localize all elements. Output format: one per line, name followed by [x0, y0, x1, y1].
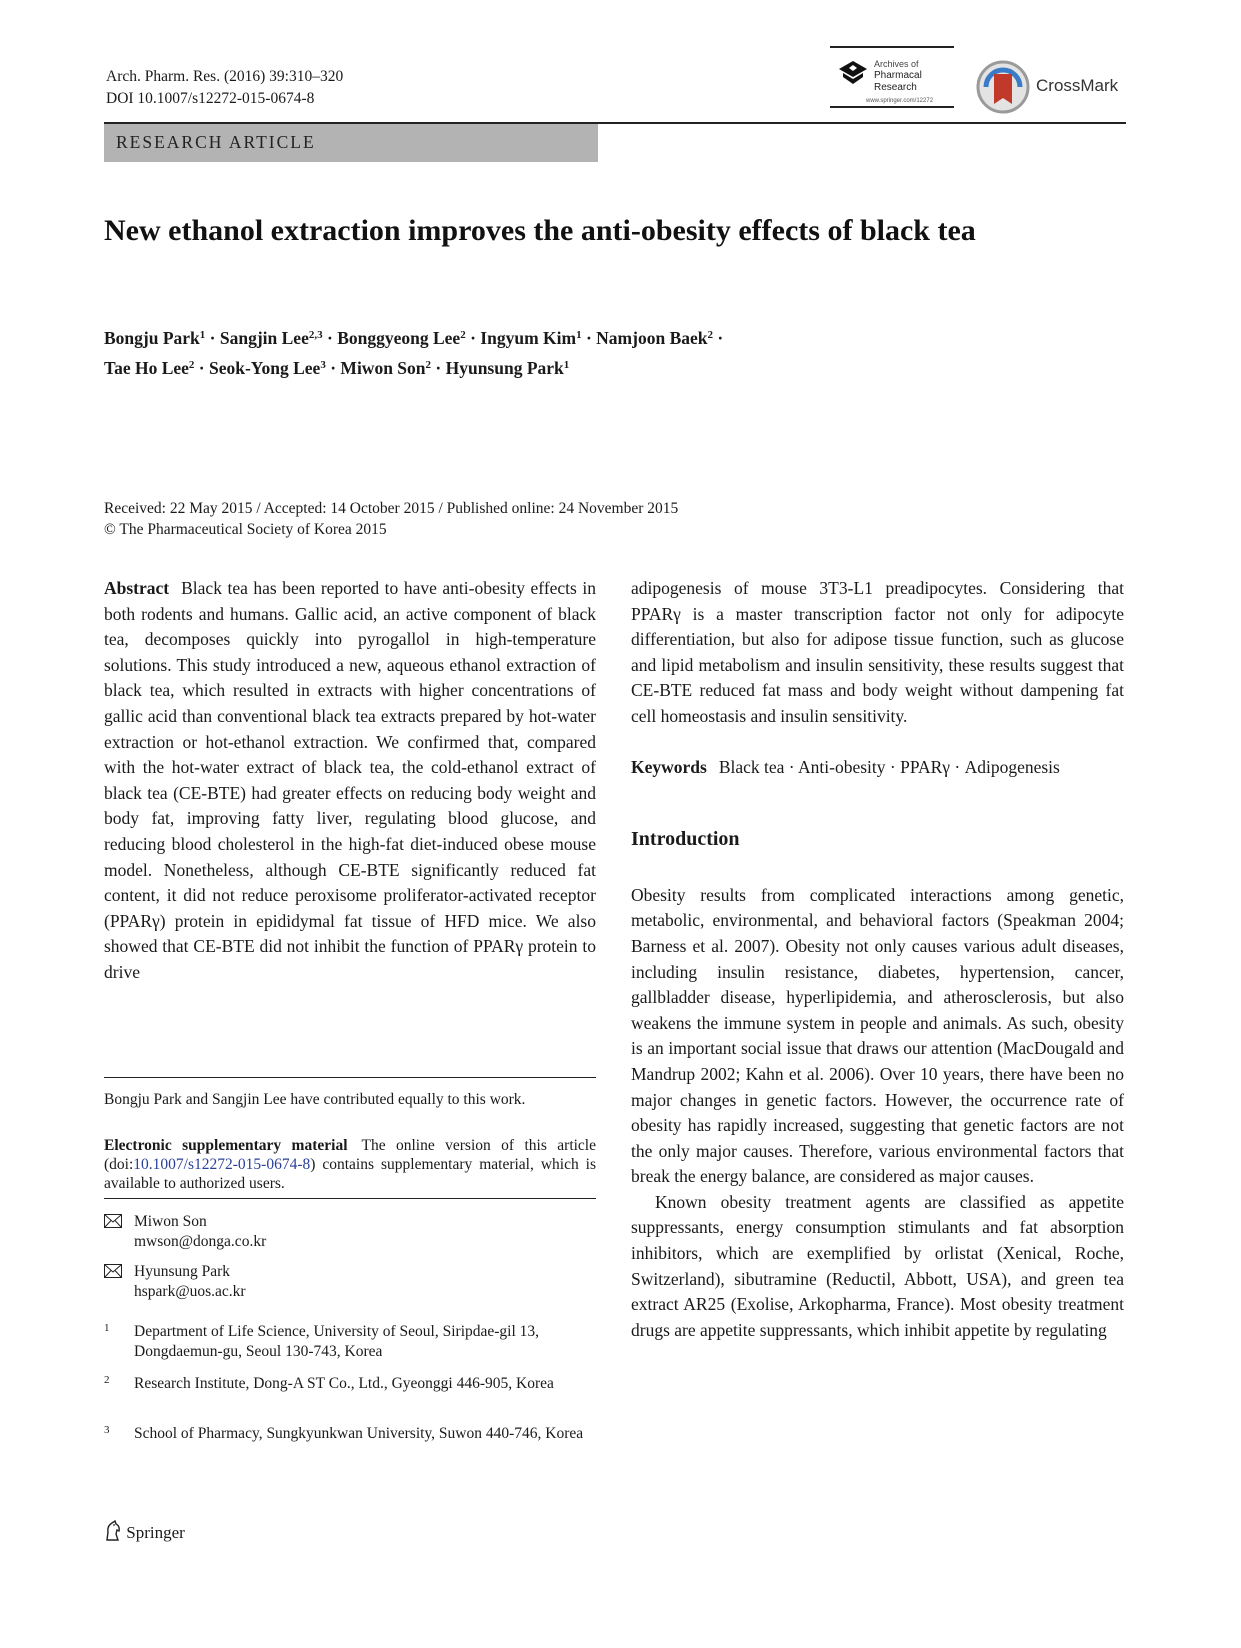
publication-dates [104, 498, 678, 540]
author-affiliation-marker: 1 [199, 329, 206, 341]
affiliation-text: School of Pharmacy, Sungkyunkwan University, Suwon 440-746, Korea [134, 1425, 584, 1442]
copyright-line: © The Pharmaceutical Society of Korea 2015 [104, 521, 387, 538]
crossmark-label: CrossMark [1036, 76, 1119, 95]
author-affiliation-marker: 1 [576, 329, 582, 341]
author-separator: · [325, 358, 341, 378]
envelope-icon [104, 1264, 122, 1278]
author-separator: · [431, 358, 446, 378]
author-line-2 [104, 352, 1004, 382]
crossmark-badge[interactable] [976, 60, 1126, 118]
introduction-paragraph-1: Obesity results from complicated interactions among genetic, metabolic, environmental, and behavioral factors (Speakman 2004; Barness et al. 2007). Obesity not only causes various adult diseases, including insulin resistance, diabetes, hypertension, cancer, gallbladder disease, hyperlipidemia, and atherosclerosis, but also weakens the immune system in people and animals. As such, obesity is an important social issue that draws our attention (MacDougald and Mandrup 2002; Kahn et al. 2006). Over 10 years, there have been no major changes in genetic factors. However, the occurrence rate of obesity has rapidly increased, suggesting that genetic factors are not the only major causes. Therefore, various environmental factors that break the energy balance, are considered as major causes. [631, 884, 1124, 1187]
introduction-heading: Introduction [631, 828, 740, 851]
author-affiliation-marker: 1 [563, 359, 570, 371]
journal-citation: Arch. Pharm. Res. (2016) 39:310–320 [106, 68, 344, 85]
author-name[interactable]: Bonggyeong Lee [337, 328, 461, 348]
author-affiliation-marker: 2 [188, 359, 195, 371]
affiliation-text: Research Institute, Dong-A ST Co., Ltd., Gyeonggi 446-905, Korea [134, 1375, 554, 1392]
correspondent-email[interactable]: hspark@uos.ac.kr [134, 1283, 246, 1300]
publisher-name: Springer [126, 1523, 185, 1542]
affiliation-number: 3 [104, 1424, 110, 1436]
introduction-paragraph-2: Known obesity treatment agents are classified as appetite suppressants, energy consumption stimulants and fat absorption inhibitors, which are exemplified by orlistat (Xenical, Roche, Switzerland), sibutramine (Reductil, Abbott, USA), and green tea extract AR25 (Exolise, Arkopharma, France). Most obesity treatment drugs are appetite suppressants, which inhibit appetite by regulating [631, 1191, 1124, 1340]
envelope-icon [104, 1214, 122, 1228]
abstract-continued: adipogenesis of mouse 3T3-L1 preadipocytes. Considering that PPARγ is a master transcription factor not only for adipocyte differentiation, but also for adipose tissue function, such as glucose and lipid metabolism and insulin sensitivity, these results suggest that CE-BTE reduced fat mass and body weight without dampening fat cell homeostasis and insulin sensitivity. [631, 578, 1124, 726]
correspondent-name: Miwon Son [134, 1213, 207, 1230]
correspondent-email[interactable]: mwson@donga.co.kr [134, 1233, 267, 1250]
supplementary-note [104, 1136, 596, 1193]
abstract-section [104, 576, 596, 986]
author-name[interactable]: Hyunsung Park [445, 358, 564, 378]
author-name[interactable]: Sangjin Lee [219, 328, 309, 348]
correspondent-2 [104, 1262, 404, 1306]
author-name[interactable]: Namjoon Baek [596, 328, 708, 348]
author-separator: · [581, 328, 597, 348]
footnote-rule [104, 1077, 596, 1078]
publisher-footer [104, 1520, 185, 1546]
author-affiliation-marker: 2 [707, 329, 713, 341]
author-affiliation-marker: 2,3 [308, 329, 323, 341]
affiliation-2 [104, 1374, 596, 1418]
journal-logo-line2: Pharmacal [874, 70, 922, 81]
footnote-rule-2 [104, 1198, 596, 1199]
author-name[interactable]: Tae Ho Lee [104, 358, 189, 378]
dates-line: Received: 22 May 2015 / Accepted: 14 October 2015 / Published online: 24 November 2015 [104, 500, 679, 517]
affiliation-3 [104, 1424, 596, 1468]
keywords-text: Black tea · Anti-obesity · PPARγ · Adipogenesis [718, 756, 1060, 777]
author-affiliation-marker: 3 [320, 359, 326, 371]
right-column [631, 576, 1124, 1343]
author-separator: · [194, 358, 209, 378]
affiliation-1 [104, 1322, 596, 1366]
article-title: New ethanol extraction improves the anti-obesity effects of black tea [104, 214, 976, 247]
author-name[interactable]: Seok-Yong Lee [209, 358, 321, 378]
abstract-heading: Abstract [104, 578, 170, 598]
abstract-text: Black tea has been reported to have anti-obesity effects in both rodents and humans. Gallic acid, an active component of black tea, decomposes quickly into pyrogallol in high-temperature solutions. This study introduced a new, aqueous ethanol extraction of black tea, which resulted in extracts with higher concentrations of gallic acid than conventional black tea extracts prepared by hot-water extraction or hot-ethanol extraction. We confirmed that, compared with the hot-water extract of black tea, the cold-ethanol extract of black tea (CE-BTE) had greater effects on reducing body weight and body fat, improving fatty liver, regulating blood glucose, and reducing blood cholesterol in the high-fat diet-induced obese mouse model. Nonetheless, although CE-BTE significantly reduced fat content, it did not reduce peroxisome proliferator-activated receptor (PPARγ) protein in epididymal fat tissue of HFD mice. We also showed that CE-BTE did not inhibit the function of PPARγ protein to drive [104, 578, 596, 982]
esm-doi-link[interactable]: 10.1007/s12272-015-0674-8 [133, 1156, 311, 1173]
author-separator: · [713, 328, 724, 348]
journal-logo-url: www.springer.com/12272 [866, 98, 934, 104]
equal-contribution-note: Bongju Park and Sangjin Lee have contributed equally to this work. [104, 1091, 526, 1108]
esm-text-before: The online version of this article (doi: [104, 1137, 596, 1173]
affiliation-text: Department of Life Science, University of Seoul, Siripdae-gil 13, Dongdaemun-gu, Seoul 130-743, Korea [134, 1323, 540, 1360]
author-affiliation-marker: 2 [425, 359, 432, 371]
author-line-1 [104, 322, 1004, 352]
author-affiliation-marker: 2 [460, 329, 466, 341]
esm-heading: Electronic supplementary material [104, 1137, 348, 1154]
correspondent-1 [104, 1212, 404, 1256]
journal-logo[interactable] [830, 46, 954, 108]
correspondent-name: Hyunsung Park [134, 1263, 231, 1280]
doi-line: DOI 10.1007/s12272-015-0674-8 [106, 90, 315, 107]
author-separator: · [205, 328, 220, 348]
springer-horse-icon [104, 1520, 122, 1542]
keywords-heading: Keywords [631, 756, 707, 777]
crossmark-icon [976, 60, 1030, 114]
keywords [631, 755, 1124, 781]
article-type-banner: RESEARCH ARTICLE [104, 124, 598, 162]
author-separator: · [322, 328, 338, 348]
journal-reference [106, 66, 343, 110]
author-separator: · [465, 328, 481, 348]
journal-emblem-icon [838, 60, 868, 86]
affiliation-number: 2 [104, 1374, 110, 1386]
journal-logo-line3: Research [874, 82, 917, 93]
affiliation-number: 1 [104, 1322, 110, 1334]
author-name[interactable]: Bongju Park [104, 328, 200, 348]
author-list [104, 322, 1004, 382]
author-name[interactable]: Miwon Son [340, 358, 426, 378]
journal-logo-line1: Archives of [874, 59, 919, 69]
author-name[interactable]: Ingyum Kim [480, 328, 577, 348]
esm-text-after: ) contains supplementary material, which is available to authorized users. [104, 1156, 596, 1192]
